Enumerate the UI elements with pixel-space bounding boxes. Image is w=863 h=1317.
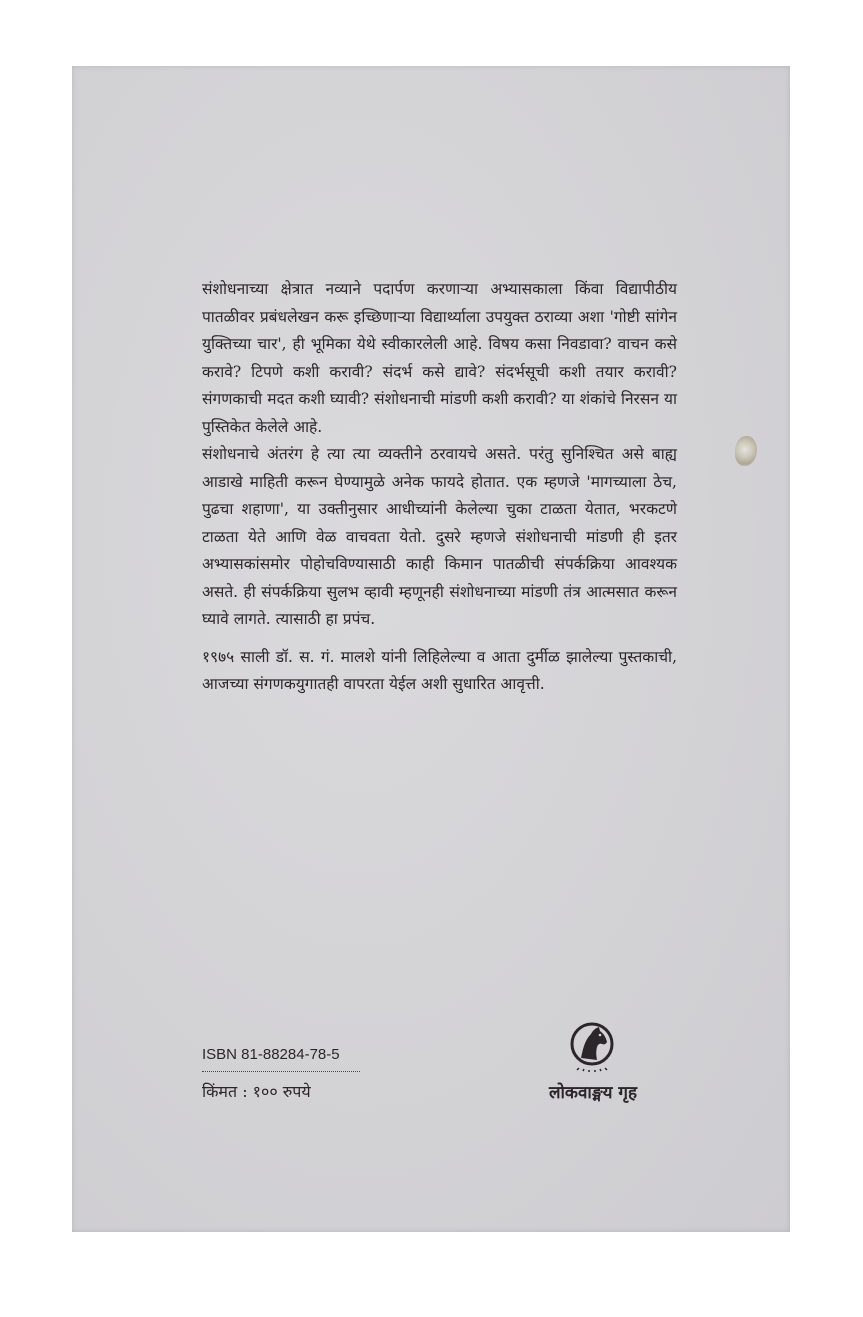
- blurb-paragraph-1: संशोधनाच्या क्षेत्रात नव्याने पदार्पण करणाऱ्या अभ्यासकाला किंवा विद्यापीठीय पातळीवर प्रबंधलेखन करू इच्छिणाऱ्या विद्यार्थ्याला उपयुक्त ठराव्या अशा 'गोष्टी सांगेन युक्तिच्या चार', ही भूमिका येथे स्वीकारलेली आहे. विषय कसा निवडावा? वाचन कसे करावे? टिपणे कशी करावी? संदर्भ कसे द्यावे? संदर्भसूची कशी तयार करावी? संगणकाची मदत कशी घ्यावी? संशोधनाची मांडणी कशी करावी? या शंकांचे निरसन या पुस्तिकेत केलेले आहे.: [202, 280, 677, 436]
- blurb-paragraph-2: संशोधनाचे अंतरंग हे त्या त्या व्यक्तीने ठरवायचे असते. परंतु सुनिश्चित असे बाह्य आडाखे माहिती करून घेण्यामुळे अनेक फायदे होतात. एक म्हणजे 'मागच्याला ठेच, पुढचा शहाणा', या उक्तीनुसार आधीच्यांनी केलेल्या चुका टाळता येतात, भरकटणे टाळता येते आणि वेळ वाचवता येतो. दुसरे म्हणजे संशोधनाची मांडणी ही इतर अभ्यासकांसमोर पोहोचविण्यासाठी काही किमान पातळीची संपर्कक्रिया आवश्यक असते. ही संपर्कक्रिया सुलभ व्हावी म्हणूनही संशोधनाच्या मांडणी तंत्र आत्मसात करून घ्यावे लागते. त्यासाठी हा प्रपंच.: [202, 445, 677, 628]
- back-cover: [72, 66, 790, 1232]
- isbn-number: ISBN 81-88284-78-5: [202, 1046, 340, 1063]
- dotted-divider: [202, 1071, 360, 1072]
- paper-stain: [735, 436, 757, 466]
- price-label: किंमत : १०० रुपये: [202, 1082, 311, 1101]
- blurb-paragraph-3: १९७५ साली डॉ. स. गं. मालशे यांनी लिहिलेल्या व आता दुर्मीळ झालेल्या पुस्तकाची, आजच्या संगणकयुगातही वापरता येईल अशी सुधारित आवृत्ती.: [202, 647, 677, 693]
- publisher-name: लोकवाङ्मय गृह: [549, 1083, 637, 1103]
- blurb-text: [202, 276, 677, 699]
- horse-head-icon: [565, 1018, 619, 1078]
